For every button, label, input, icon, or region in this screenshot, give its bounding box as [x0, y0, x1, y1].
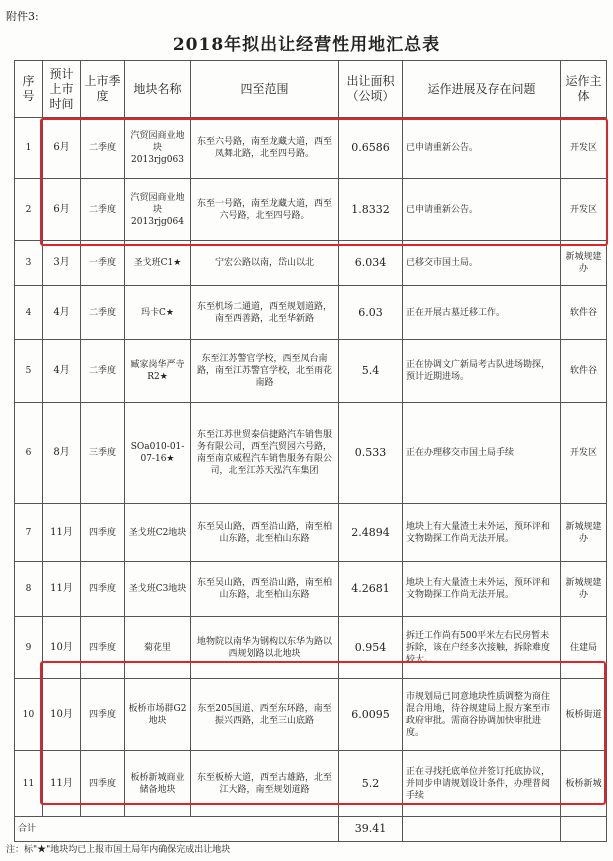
cell-progress: 拆迁工作尚有500平米左右民房暂未拆除，该在户经多次接触，拆除难度较大。 — [403, 617, 561, 679]
cell-name: 板桥新城商业储备地块 — [125, 751, 191, 817]
cell-area: 2.4894 — [339, 504, 403, 562]
cell-range: 东至六号路，南至龙藏大道，西至凤舞北路，北至四号路。 — [191, 118, 339, 179]
table-row — [15, 504, 607, 562]
cell-name: 板桥市场群G2地块 — [125, 679, 191, 751]
cell-name: 汽贸园商业地块2013rjg064 — [125, 179, 191, 241]
cell-time: 11月 — [43, 504, 81, 562]
cell-name: 玛卡C★ — [125, 286, 191, 340]
total-progress-empty — [403, 817, 561, 842]
cell-quarter: 一季度 — [81, 241, 125, 286]
cell-range: 东至江苏世贸泰信捷路汽车销售服务有限公司，西至汽贸园六号路，南至南京威程汽车销售服务有限公司，北至江苏天泓汽车集团 — [191, 403, 339, 504]
cell-time: 8月 — [43, 403, 81, 504]
cell-range: 东至205国道、西至东环路，南至振兴西路，北至三山底路 — [191, 679, 339, 751]
cell-subject: 住建局 — [561, 617, 607, 679]
cell-range: 东至江苏警官学校，西至凤台南路，南至江苏警官学校，北至雨花南路 — [191, 340, 339, 403]
cell-quarter: 四季度 — [81, 504, 125, 562]
cell-range: 东至板桥大道，西至古雄路，北至江大路，南至规划道路 — [191, 751, 339, 817]
cell-no: 1 — [15, 118, 43, 179]
cell-subject: 板桥街道 — [561, 679, 607, 751]
cell-area: 0.954 — [339, 617, 403, 679]
total-label: 合计 — [15, 817, 339, 842]
cell-progress: 已移交市国土局。 — [403, 241, 561, 286]
cell-no: 10 — [15, 679, 43, 751]
cell-progress: 已申请重新公告。 — [403, 179, 561, 241]
cell-area: 1.8332 — [339, 179, 403, 241]
cell-quarter: 四季度 — [81, 562, 125, 617]
cell-no: 7 — [15, 504, 43, 562]
cell-time: 10月 — [43, 679, 81, 751]
cell-subject: 新城规建办 — [561, 562, 607, 617]
cell-no: 4 — [15, 286, 43, 340]
cell-progress: 地块上有大量渣土未外运，预环评和文物勘探工作尚无法开展。 — [403, 504, 561, 562]
table-row — [15, 617, 607, 679]
table-row — [15, 179, 607, 241]
cell-range: 地物院以南华为钢构以东华为路以西规划路以北地块 — [191, 617, 339, 679]
cell-area: 5.2 — [339, 751, 403, 817]
cell-time: 6月 — [43, 179, 81, 241]
page-title: 2018年拟出让经营性用地汇总表 — [172, 35, 441, 55]
cell-quarter: 四季度 — [81, 617, 125, 679]
cell-quarter: 二季度 — [81, 340, 125, 403]
cell-no: 2 — [15, 179, 43, 241]
cell-quarter: 二季度 — [81, 286, 125, 340]
header-row — [15, 61, 607, 118]
cell-name: 圣戈班C1★ — [125, 241, 191, 286]
table-row — [15, 751, 607, 817]
cell-area: 6.034 — [339, 241, 403, 286]
total-row — [15, 817, 607, 842]
cell-progress: 正在协调文广新局考古队进场勘探，预计近期进场。 — [403, 340, 561, 403]
cell-area: 5.4 — [339, 340, 403, 403]
cell-quarter: 四季度 — [81, 679, 125, 751]
cell-quarter: 四季度 — [81, 751, 125, 817]
cell-time: 4月 — [43, 340, 81, 403]
cell-progress: 已申请重新公告。 — [403, 118, 561, 179]
header-quarter: 上市季度 — [81, 61, 125, 118]
cell-progress: 市规划局已同意地块性质调整为商住混合用地，待谷规建局上报方案至市政府审批。需商谷协调加快审批进度。 — [403, 679, 561, 751]
cell-quarter: 二季度 — [81, 118, 125, 179]
cell-name: 菊花里 — [125, 617, 191, 679]
cell-name: 臧家岗华严寺R2★ — [125, 340, 191, 403]
cell-quarter: 三季度 — [81, 403, 125, 504]
cell-subject: 新城规建办 — [561, 241, 607, 286]
cell-area: 6.03 — [339, 286, 403, 340]
table-row — [15, 403, 607, 504]
total-subject-empty — [561, 817, 607, 842]
cell-name: 汽贸园商业地块2013rjg063 — [125, 118, 191, 179]
table-row — [15, 286, 607, 340]
cell-name: 圣戈班C2地块 — [125, 504, 191, 562]
header-time: 预计上市时间 — [43, 61, 81, 118]
table-row — [15, 340, 607, 403]
cell-no: 8 — [15, 562, 43, 617]
header-subject: 运作主体 — [561, 61, 607, 118]
cell-subject: 板桥新城 — [561, 751, 607, 817]
cell-progress: 正在办理移交市国土局手续 — [403, 403, 561, 504]
header-name: 地块名称 — [125, 61, 191, 118]
cell-progress: 正在寻找托底单位并签订托底协议，并同步申请规划设计条件，办理普阅手续 — [403, 751, 561, 817]
cell-time: 10月 — [43, 617, 81, 679]
table-row — [15, 118, 607, 179]
cell-area: 0.6586 — [339, 118, 403, 179]
cell-quarter: 二季度 — [81, 179, 125, 241]
cell-time: 6月 — [43, 118, 81, 179]
land-summary-table — [14, 60, 607, 842]
cell-no: 5 — [15, 340, 43, 403]
cell-subject: 开发区 — [561, 179, 607, 241]
cell-no: 11 — [15, 751, 43, 817]
cell-range: 宁宏公路以南，岱山以北 — [191, 241, 339, 286]
cell-no: 6 — [15, 403, 43, 504]
cell-name: SOa010-01-07-16★ — [125, 403, 191, 504]
cell-time: 3月 — [43, 241, 81, 286]
cell-no: 9 — [15, 617, 43, 679]
cell-progress: 正在开展古墓迁移工作。 — [403, 286, 561, 340]
table-row — [15, 241, 607, 286]
cell-time: 11月 — [43, 562, 81, 617]
cell-time: 4月 — [43, 286, 81, 340]
attachment-label: 附件3: — [6, 10, 39, 23]
table-row — [15, 679, 607, 751]
cell-progress: 地块上有大量渣土未外运，预环评和文物勘探工作尚无法开展。 — [403, 562, 561, 617]
cell-area: 6.0095 — [339, 679, 403, 751]
cell-subject: 开发区 — [561, 403, 607, 504]
cell-subject: 软件谷 — [561, 286, 607, 340]
table-row — [15, 562, 607, 617]
footnote: 注：标"★"地块均已上报市国土局年内确保完成出让地块 — [6, 845, 231, 855]
header-no: 序号 — [15, 61, 43, 118]
cell-range: 东至机场二通道，西至规划道路，南至西善路，北至华新路 — [191, 286, 339, 340]
header-progress: 运作进展及存在问题 — [403, 61, 561, 118]
cell-subject: 软件谷 — [561, 340, 607, 403]
cell-name: 圣戈班C3地块 — [125, 562, 191, 617]
cell-area: 0.533 — [339, 403, 403, 504]
total-area: 39.41 — [339, 817, 403, 842]
cell-time: 11月 — [43, 751, 81, 817]
header-area: 出让面积（公顷） — [339, 61, 403, 118]
cell-area: 4.2681 — [339, 562, 403, 617]
cell-no: 3 — [15, 241, 43, 286]
header-range: 四至范围 — [191, 61, 339, 118]
cell-subject: 开发区 — [561, 118, 607, 179]
cell-subject: 新城规建办 — [561, 504, 607, 562]
cell-range: 东至吴山路，西至沿山路，南至柏山东路，北至柏山东路 — [191, 562, 339, 617]
cell-range: 东至吴山路，西至沿山路，南至柏山东路，北至柏山东路 — [191, 504, 339, 562]
cell-range: 东至一号路，南至龙藏大道，西至六号路，北至四号路。 — [191, 179, 339, 241]
